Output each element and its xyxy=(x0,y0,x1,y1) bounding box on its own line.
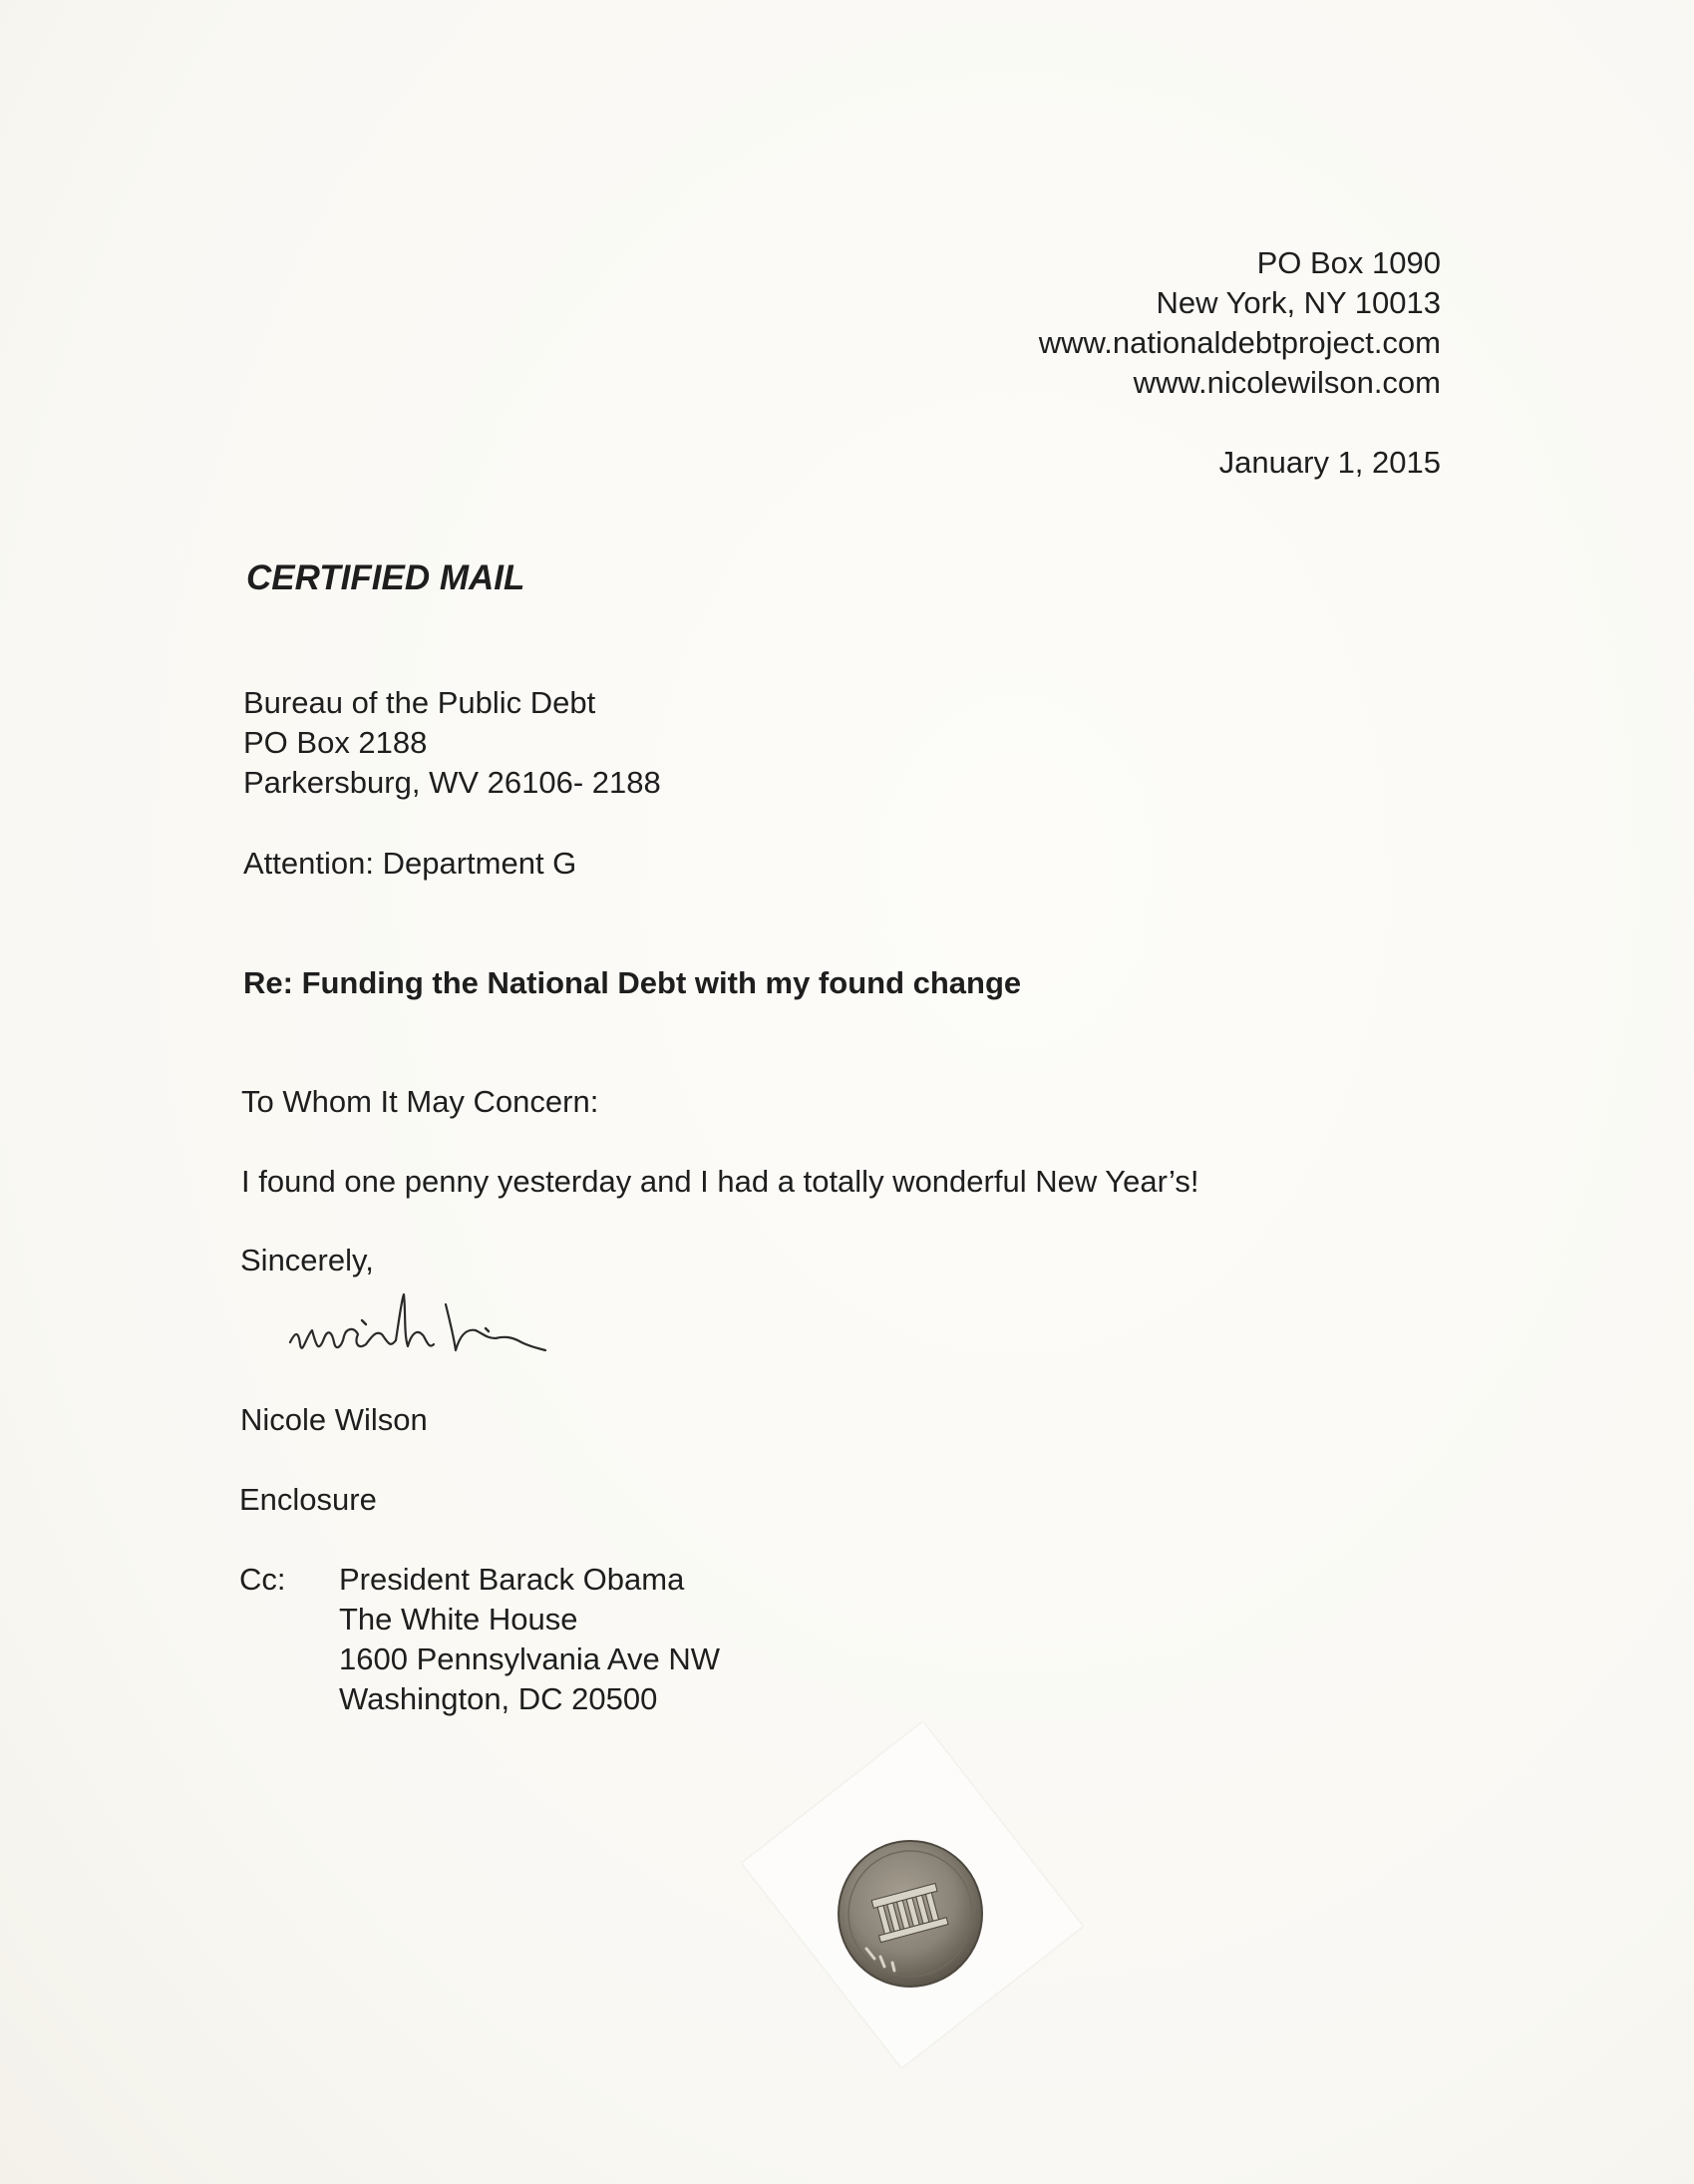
recipient-address xyxy=(243,683,661,803)
signer-name: Nicole Wilson xyxy=(240,1402,428,1437)
cc-label: Cc: xyxy=(239,1562,286,1597)
closing: Sincerely, xyxy=(240,1243,374,1277)
recipient-line: Parkersburg, WV 26106- 2188 xyxy=(243,765,661,800)
recipient-line: PO Box 2188 xyxy=(243,725,428,760)
enclosure-note: Enclosure xyxy=(239,1482,377,1517)
cc-line: 1600 Pennsylvania Ave NW xyxy=(339,1641,720,1676)
letter-date: January 1, 2015 xyxy=(1218,445,1441,480)
sender-line: PO Box 1090 xyxy=(1256,245,1441,280)
letter-body: I found one penny yesterday and I had a totally wonderful New Year’s! xyxy=(241,1164,1199,1199)
recipient-line: Bureau of the Public Debt xyxy=(243,685,596,720)
salutation: To Whom It May Concern: xyxy=(241,1084,599,1119)
sender-address xyxy=(1039,243,1441,403)
attention-line: Attention: Department G xyxy=(243,846,577,881)
cc-line: Washington, DC 20500 xyxy=(339,1681,658,1716)
cc-address xyxy=(339,1560,720,1719)
subject-line: Re: Funding the National Debt with my found change xyxy=(243,965,1022,1000)
sender-website: www.nicolewilson.com xyxy=(1133,365,1441,400)
penny-coin-image xyxy=(837,1839,984,1989)
sender-website: www.nationaldebtproject.com xyxy=(1038,325,1441,360)
cc-line: The White House xyxy=(339,1602,578,1637)
certified-mail-heading: CERTIFIED MAIL xyxy=(246,558,525,597)
cc-line: President Barack Obama xyxy=(339,1562,685,1597)
handwritten-signature xyxy=(284,1284,583,1374)
sender-line: New York, NY 10013 xyxy=(1156,285,1441,320)
